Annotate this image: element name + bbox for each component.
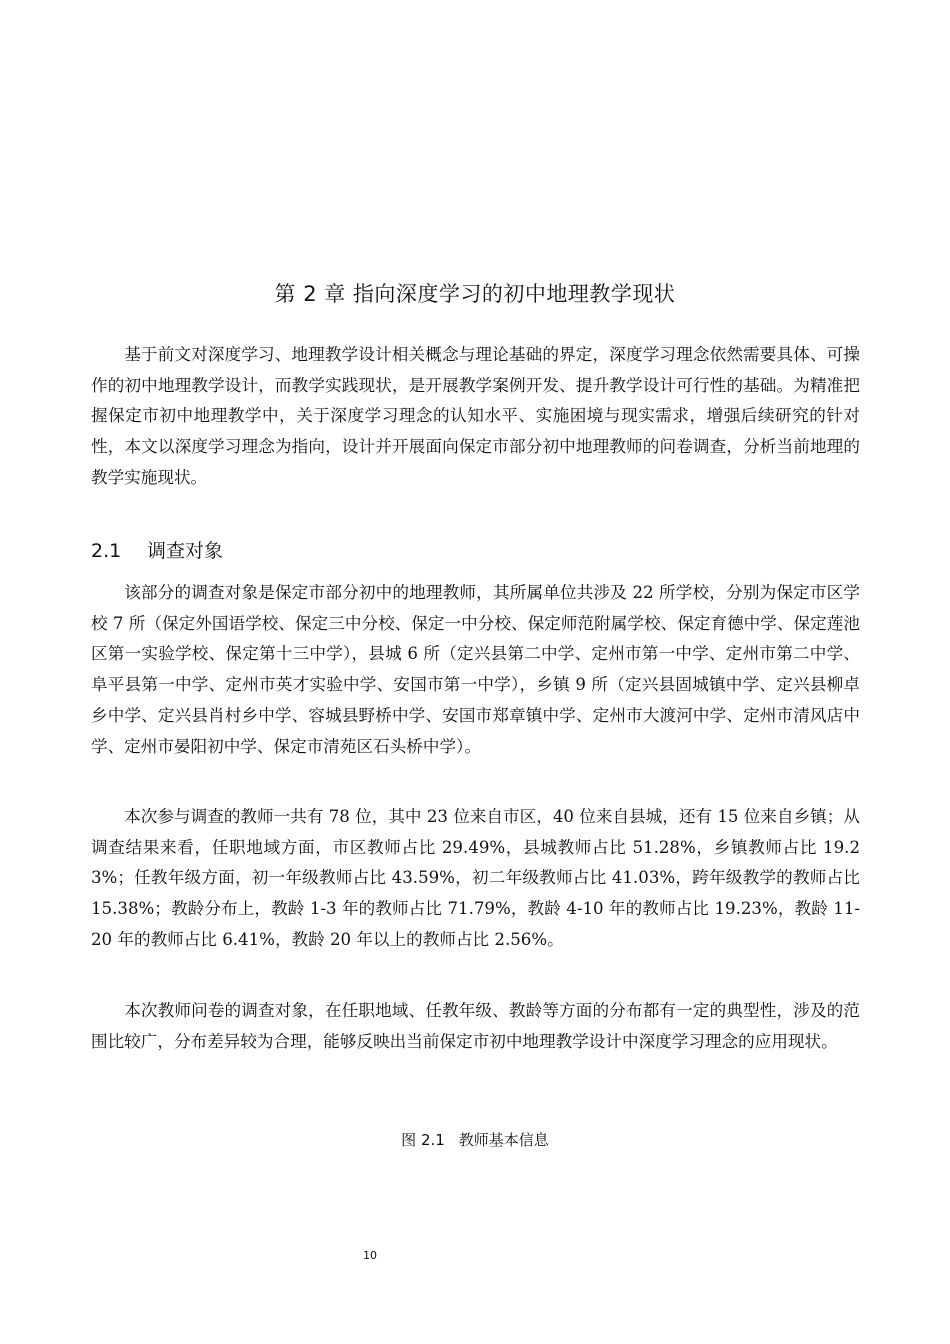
section-title: 调查对象	[147, 540, 224, 562]
figure-caption-text: 教师基本信息	[458, 1131, 549, 1149]
survey-schools-paragraph: 该部分的调查对象是保定市部分初中的地理教师，其所属单位共涉及 22 所学校，分别为保定市区学校 7 所（保定外国语学校、保定三中分校、保定一中分校、保定师范附属学校、保定育德中学、保定莲池区第一实验学校、保定第十三中学），县城 6 所（定兴县第二中学、定州市第一中学、定州市第二中学、阜平县第一中学、定州市英才实验中学、安国市第一中学），乡镇 9 所（定兴县固城镇中学、定兴县柳卓乡中学、定兴县肖村乡中学、容城县野桥中学、安国市郑章镇中学、定州市大渡河中学、定州市清风店中学、定州市晏阳初中学、保定市清苑区石头桥中学）。	[91, 583, 860, 756]
page-number: 10	[363, 1249, 377, 1262]
chapter-title: 第 2 章 指向深度学习的初中地理教学现状	[274, 282, 676, 306]
section-heading	[91, 537, 223, 565]
figure-number: 图 2.1	[401, 1131, 445, 1149]
section-number: 2.1	[91, 540, 122, 562]
survey-statistics-paragraph: 本次参与调查的教师一共有 78 位，其中 23 位来自市区，40 位来自县城，还有 15 位来自乡镇；从调查结果来看，任职地域方面，市区教师占比 29.49%，县城教师占比 51.28%，乡镇教师占比 19.23%；任教年级方面，初一年级教师占比 43.59%，初二年级教师占比 41.03%，跨年级教学的教师占比 15.38%；教龄分布上，教龄 1-3 年的教师占比 71.79%，教龄 4-10 年的教师占比 19.23%，教龄 11-20 年的教师占比 6.41%，教龄 20 年以上的教师占比 2.56%。	[91, 807, 860, 949]
intro-paragraph: 基于前文对深度学习、地理教学设计相关概念与理论基础的界定，深度学习理念依然需要具体、可操作的初中地理教学设计，而教学实践现状，是开展教学案例开发、提升教学设计可行性的基础。为精准把握保定市初中地理教学中，关于深度学习理念的认知水平、实施困境与现实需求，增强后续研究的针对性，本文以深度学习理念为指向，设计并开展面向保定市部分初中地理教师的问卷调查，分析当前地理的教学实施现状。	[91, 345, 860, 487]
survey-summary-paragraph: 本次教师问卷的调查对象，在任职地域、任教年级、教龄等方面的分布都有一定的典型性，涉及的范围比较广，分布差异较为合理，能够反映出当前保定市初中地理教学设计中深度学习理念的应用现状。	[91, 1001, 860, 1051]
figure-caption	[0, 1128, 950, 1152]
